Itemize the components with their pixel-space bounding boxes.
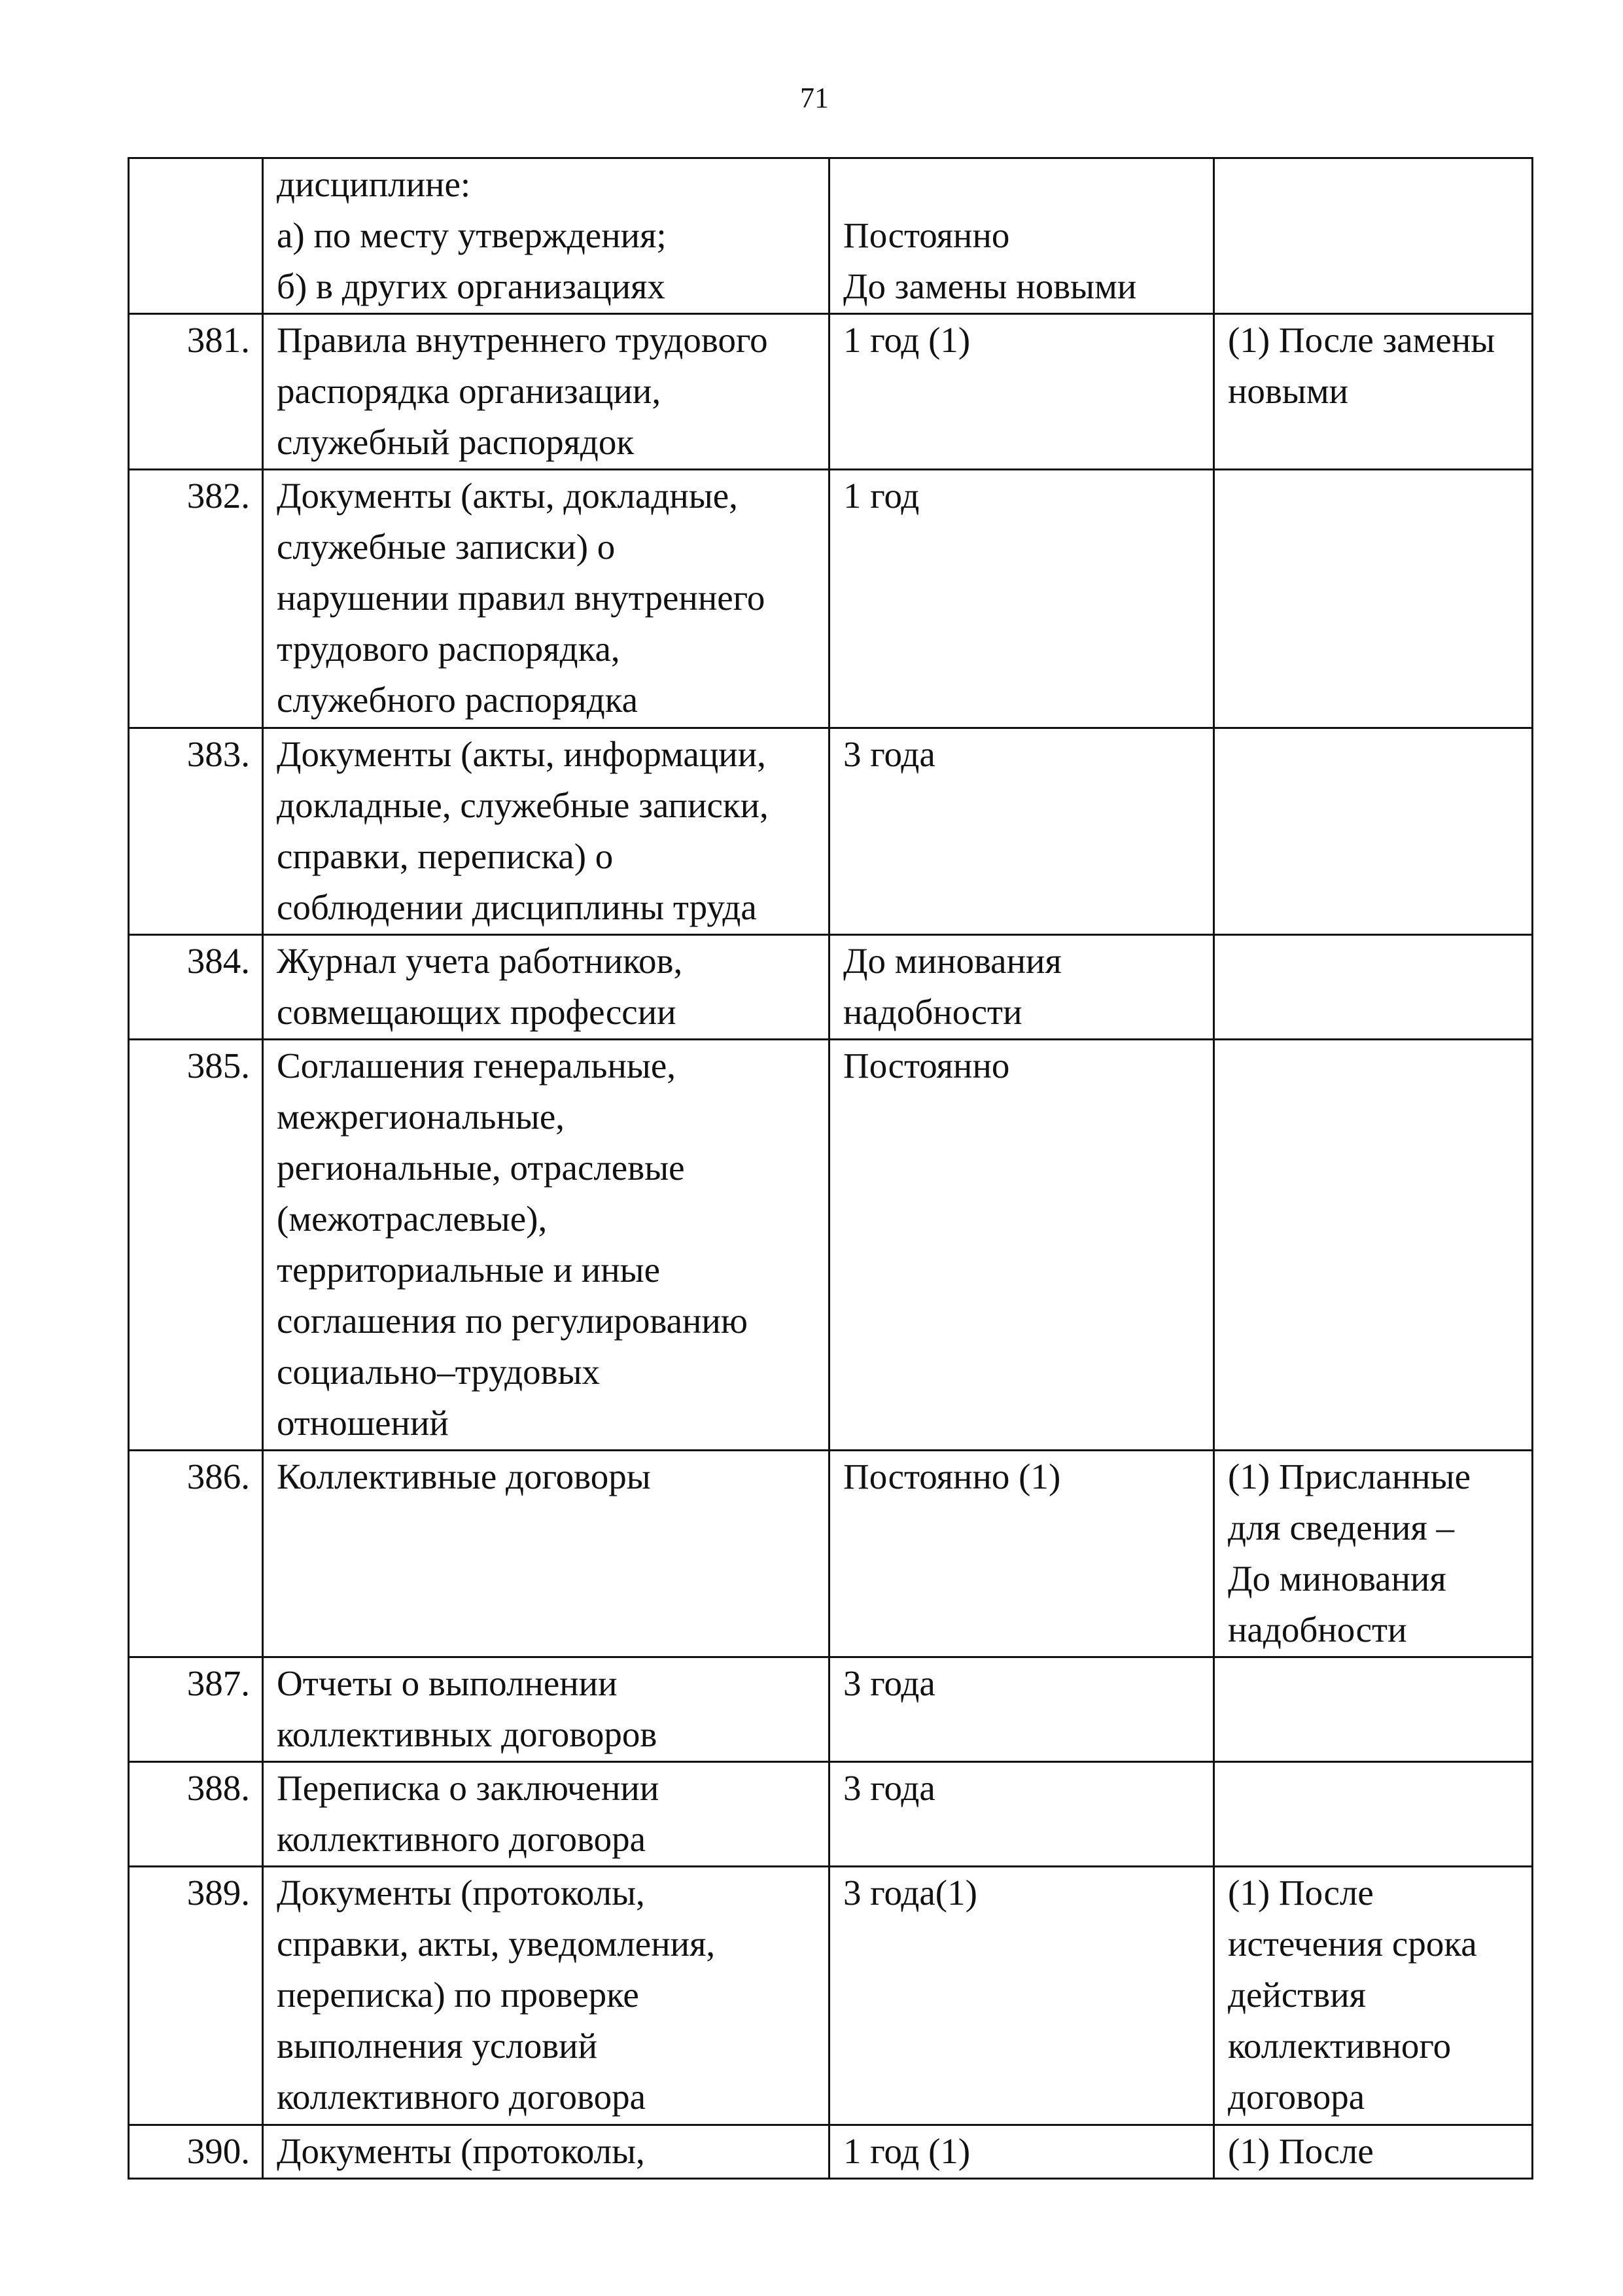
row-note	[1214, 1040, 1533, 1451]
row-number: 381.	[129, 314, 263, 470]
table-row	[129, 935, 1533, 1040]
row-title: Коллективные договоры	[263, 1451, 829, 1657]
row-number: 389.	[129, 1867, 263, 2125]
row-title: Документы (акты, информации, докладные, служебные записки, справки, переписка) о соблюдении дисциплины труда	[263, 728, 829, 935]
row-title: Документы (протоколы,	[263, 2125, 829, 2179]
row-title: Документы (акты, докладные, служебные записки) о нарушении правил внутреннего трудового распорядка, служебного распорядка	[263, 470, 829, 728]
row-term: Постоянно До замены новыми	[829, 158, 1214, 314]
table-row	[129, 314, 1533, 470]
row-note	[1214, 1657, 1533, 1762]
row-title: Правила внутреннего трудового распорядка организации, служебный распорядок	[263, 314, 829, 470]
row-term: 1 год	[829, 470, 1214, 728]
row-note	[1214, 470, 1533, 728]
page-number: 71	[800, 82, 829, 114]
row-title: Отчеты о выполнении коллективных договоров	[263, 1657, 829, 1762]
table-row	[129, 2125, 1533, 2179]
row-term: 1 год (1)	[829, 314, 1214, 470]
row-title: дисциплине: а) по месту утверждения; б) в других организациях	[263, 158, 829, 314]
row-number: 384.	[129, 935, 263, 1040]
row-note: (1) Присланные для сведения – До минования надобности	[1214, 1451, 1533, 1657]
row-note	[1214, 728, 1533, 935]
row-term: 3 года	[829, 728, 1214, 935]
row-note: (1) После замены новыми	[1214, 314, 1533, 470]
row-number: 385.	[129, 1040, 263, 1451]
row-number: 382.	[129, 470, 263, 728]
table-row	[129, 728, 1533, 935]
row-term: 3 года	[829, 1762, 1214, 1867]
row-number: 383.	[129, 728, 263, 935]
row-term: До минования надобности	[829, 935, 1214, 1040]
table-row	[129, 1040, 1533, 1451]
row-title: Журнал учета работников, совмещающих профессии	[263, 935, 829, 1040]
row-title: Переписка о заключении коллективного договора	[263, 1762, 829, 1867]
table-row	[129, 1657, 1533, 1762]
row-number	[129, 158, 263, 314]
table-row	[129, 1867, 1533, 2125]
row-term: Постоянно (1)	[829, 1451, 1214, 1657]
table-row	[129, 158, 1533, 314]
table-row	[129, 1762, 1533, 1867]
row-term: Постоянно	[829, 1040, 1214, 1451]
row-note	[1214, 1762, 1533, 1867]
row-number: 387.	[129, 1657, 263, 1762]
row-note: (1) После	[1214, 2125, 1533, 2179]
row-note	[1214, 158, 1533, 314]
row-number: 388.	[129, 1762, 263, 1867]
row-number: 390.	[129, 2125, 263, 2179]
row-title: Документы (протоколы, справки, акты, уведомления, переписка) по проверке выполнения условий коллективного договора	[263, 1867, 829, 2125]
row-term: 1 год (1)	[829, 2125, 1214, 2179]
row-term: 3 года	[829, 1657, 1214, 1762]
table-row	[129, 470, 1533, 728]
row-note	[1214, 935, 1533, 1040]
row-title: Соглашения генеральные, межрегиональные, региональные, отраслевые (межотраслевые), территориальные и иные соглашения по регулированию социально–трудовых отношений	[263, 1040, 829, 1451]
row-note: (1) После истечения срока действия коллективного договора	[1214, 1867, 1533, 2125]
row-number: 386.	[129, 1451, 263, 1657]
table-row	[129, 1451, 1533, 1657]
records-table	[128, 157, 1533, 2180]
row-term: 3 года(1)	[829, 1867, 1214, 2125]
